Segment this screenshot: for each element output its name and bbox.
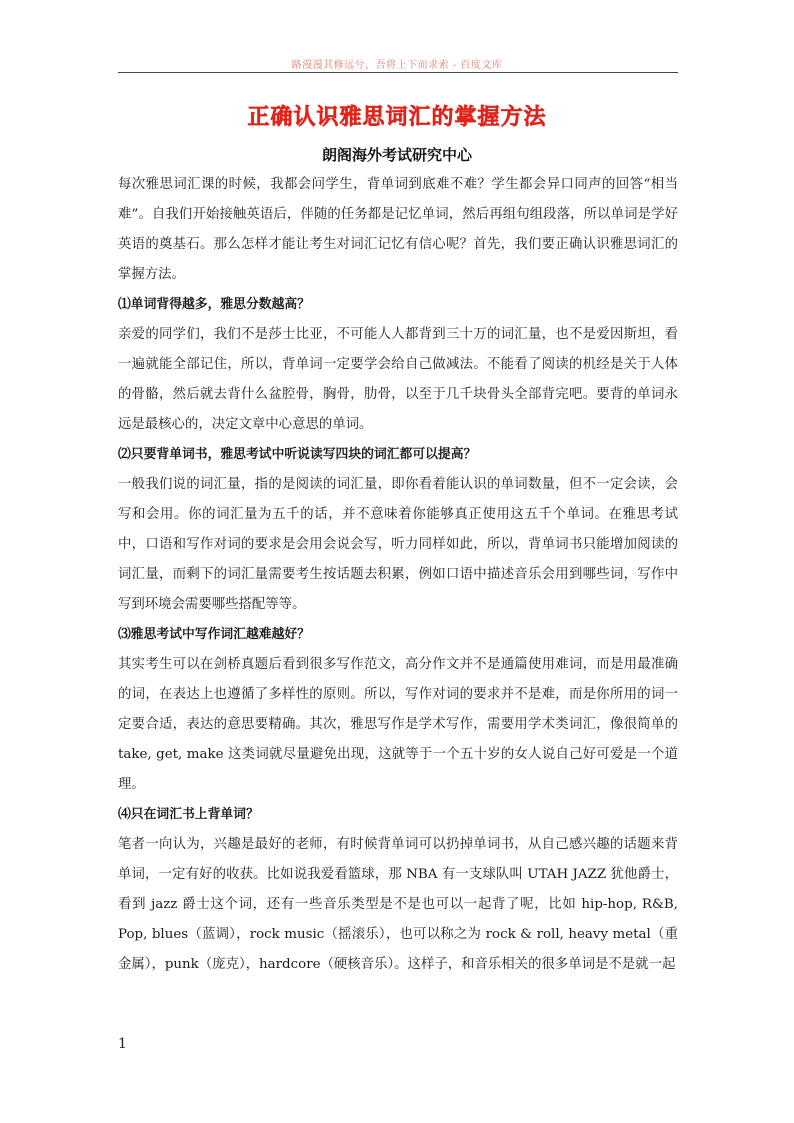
section-heading-2: ⑵只要背单词书，雅思考试中听说读写四块的词汇都可以提高？ [118,447,477,462]
section-body-3: 其实考生可以在剑桥真题后看到很多写作范文，高分作文并不是通篇使用难词，而是用最准确的词，在表达上也遵循了多样性的原则。所以，写作对词的要求并不是难，而是你所用的词一定要合适，表达的意思要精确。其次，雅思写作是学术写作，需要用学术类词汇，像很简单的 take, get, make 这类词就尽量避免出现，这就等于一个五十岁的女人说自己好可爱是一个道理。 [118,657,678,792]
header-divider [118,72,678,73]
header-note: 路漫漫其修远兮，吾将上下而求索 - 百度文库 [291,60,503,71]
document-title: 正确认识雅思词汇的掌握方法 [247,105,547,130]
section-heading-3: ⑶雅思考试中写作词汇越难越好？ [118,627,310,642]
intro-paragraph: 每次雅思词汇课的时候，我都会问学生，背单词到底难不难？学生都会异口同声的回答“相当难”。自我们开始接触英语后，伴随的任务都是记忆单词，然后再组句组段落，所以单词是学好英语的奠基石。那么怎样才能让考生对词汇记忆有信心呢？首先，我们要正确认识雅思词汇的掌握方法。 [118,177,678,282]
section-heading-4: ⑷只在词汇书上背单词？ [118,807,259,822]
section-body-2: 一般我们说的词汇量，指的是阅读的词汇量，即你看着能认识的单词数量，但不一定会读，会写和会用。你的词汇量为五千的话，并不意味着你能够真正使用这五千个单词。在雅思考试中，口语和写作对词的要求是会用会说会写，听力同样如此，所以，背单词书只能增加阅读的词汇量，而剩下的词汇量需要考生按话题去积累，例如口语中描述音乐会用到哪些词，写作中写到环境会需要哪些搭配等等。 [118,477,678,612]
section-body-1: 亲爱的同学们，我们不是莎士比亚，不可能人人都背到三十万的词汇量，也不是爱因斯坦，看一遍就能全部记住，所以，背单词一定要学会给自己做减法。不能看了阅读的机经是关于人体的骨骼，然后就去背什么盆腔骨，胸骨，肋骨，以至于几千块骨头全部背完吧。要背的单词永远是最核心的，决定文章中心意思的单词。 [118,327,678,432]
section-body-4: 笔者一向认为，兴趣是最好的老师，有时候背单词可以扔掉单词书，从自己感兴趣的话题来背单词，一定有好的收获。比如说我爱看篮球，那 NBA 有一支球队叫 UTAH JAZZ 犹他爵士，看到 jazz 爵士这个词，还有一些音乐类型是不是也可以一起背了呢，比如 hip-hop, R&B, Pop, blues（蓝调），rock music（摇滚乐），也可以称之为 rock & roll, heavy metal（重金属），punk（庞克），hardcore（硬核音乐）。这样子，和音乐相关的很多单词是不是就一起 [118,837,678,972]
document-subtitle: 朗阁海外考试研究中心 [321,146,472,164]
section-heading-1: ⑴单词背得越多，雅思分数越高？ [118,297,310,312]
page-number: 1 [118,1036,127,1052]
document-body [118,170,678,980]
